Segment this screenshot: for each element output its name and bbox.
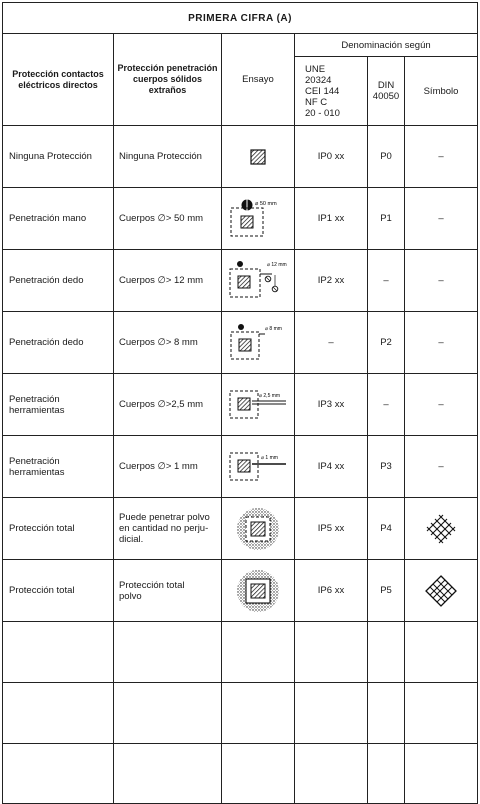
solid-cell: Cuerpos ∅> 50 mm <box>114 188 222 250</box>
table-row <box>3 498 478 560</box>
wire-2-5mm-icon <box>222 374 295 436</box>
table-row <box>3 374 478 436</box>
symbol-cell: – <box>405 250 478 312</box>
solid-cell: Puede penetrar polvo en cantidad no perju- dicial. <box>114 498 222 560</box>
table-row <box>3 622 478 683</box>
une-code: – <box>295 312 368 374</box>
finger-12mm-icon <box>222 250 295 312</box>
din-code: P0 <box>368 126 405 188</box>
square-hatched-icon <box>222 126 295 188</box>
header-test: Ensayo <box>222 34 295 126</box>
din-code: – <box>368 250 405 312</box>
une-code: IP6 xx <box>295 560 368 622</box>
solid-cell: Cuerpos ∅> 1 mm <box>114 436 222 498</box>
din-code: P4 <box>368 498 405 560</box>
solid-cell: Protección total polvo <box>114 560 222 622</box>
test-dimension-label: ⌀ 8 mm <box>265 325 282 332</box>
table-title: PRIMERA CIFRA (A) <box>3 3 478 34</box>
contact-cell: Ninguna Protección <box>3 126 114 188</box>
symbol-cell: – <box>405 436 478 498</box>
din-code: – <box>368 374 405 436</box>
header-din: DIN 40050 <box>368 57 405 126</box>
dust-chamber-icon <box>222 498 295 560</box>
header-solid-protection: Protección penetración cuerpos sólidos extraños <box>114 34 222 126</box>
table-row <box>3 126 478 188</box>
din-code: P2 <box>368 312 405 374</box>
table-row <box>3 312 478 374</box>
une-code: IP0 xx <box>295 126 368 188</box>
table-row <box>3 436 478 498</box>
symbol-cell: – <box>405 126 478 188</box>
header-une: UNE 20324 CEI 144 NF C 20 - 010 <box>295 57 368 126</box>
une-code: IP2 xx <box>295 250 368 312</box>
contact-cell: Protección total <box>3 498 114 560</box>
contact-cell: Penetración dedo <box>3 312 114 374</box>
table-row <box>3 560 478 622</box>
header-contact-protection: Protección contactos eléctricos directos <box>3 34 114 126</box>
contact-cell: Penetración dedo <box>3 250 114 312</box>
finger-8mm-icon <box>222 312 295 374</box>
grid-symbol-icon <box>405 498 478 560</box>
dust-tight-icon <box>222 560 295 622</box>
table-row <box>3 250 478 312</box>
contact-cell: Penetración mano <box>3 188 114 250</box>
wire-1mm-icon <box>222 436 295 498</box>
header-symbol: Símbolo <box>405 57 478 126</box>
table-row <box>3 744 478 804</box>
test-dimension-label: ⌀ 12 mm <box>267 261 287 268</box>
solid-cell: Cuerpos ∅> 8 mm <box>114 312 222 374</box>
sphere-50mm-icon <box>222 188 295 250</box>
solid-cell: Cuerpos ∅> 12 mm <box>114 250 222 312</box>
une-code: IP4 xx <box>295 436 368 498</box>
ip-protection-table <box>2 2 478 804</box>
une-code: IP1 xx <box>295 188 368 250</box>
solid-cell: Ninguna Protección <box>114 126 222 188</box>
contact-cell: Penetración herramientas <box>3 374 114 436</box>
din-code: P3 <box>368 436 405 498</box>
din-code: P1 <box>368 188 405 250</box>
test-dimension-label: ⌀ 50 mm <box>255 200 277 207</box>
test-dimension-label: ⌀ 1 mm <box>261 454 278 461</box>
une-code: IP3 xx <box>295 374 368 436</box>
une-code: IP5 xx <box>295 498 368 560</box>
table-row <box>3 683 478 744</box>
header-denomination: Denominación según <box>295 34 478 57</box>
test-dimension-label: ⌀ 2,5 mm <box>259 392 281 399</box>
framed-grid-symbol-icon <box>405 560 478 622</box>
symbol-cell: – <box>405 374 478 436</box>
symbol-cell: – <box>405 188 478 250</box>
solid-cell: Cuerpos ∅>2,5 mm <box>114 374 222 436</box>
symbol-cell: – <box>405 312 478 374</box>
din-code: P5 <box>368 560 405 622</box>
contact-cell: Protección total <box>3 560 114 622</box>
contact-cell: Penetración herramientas <box>3 436 114 498</box>
table-row <box>3 188 478 250</box>
